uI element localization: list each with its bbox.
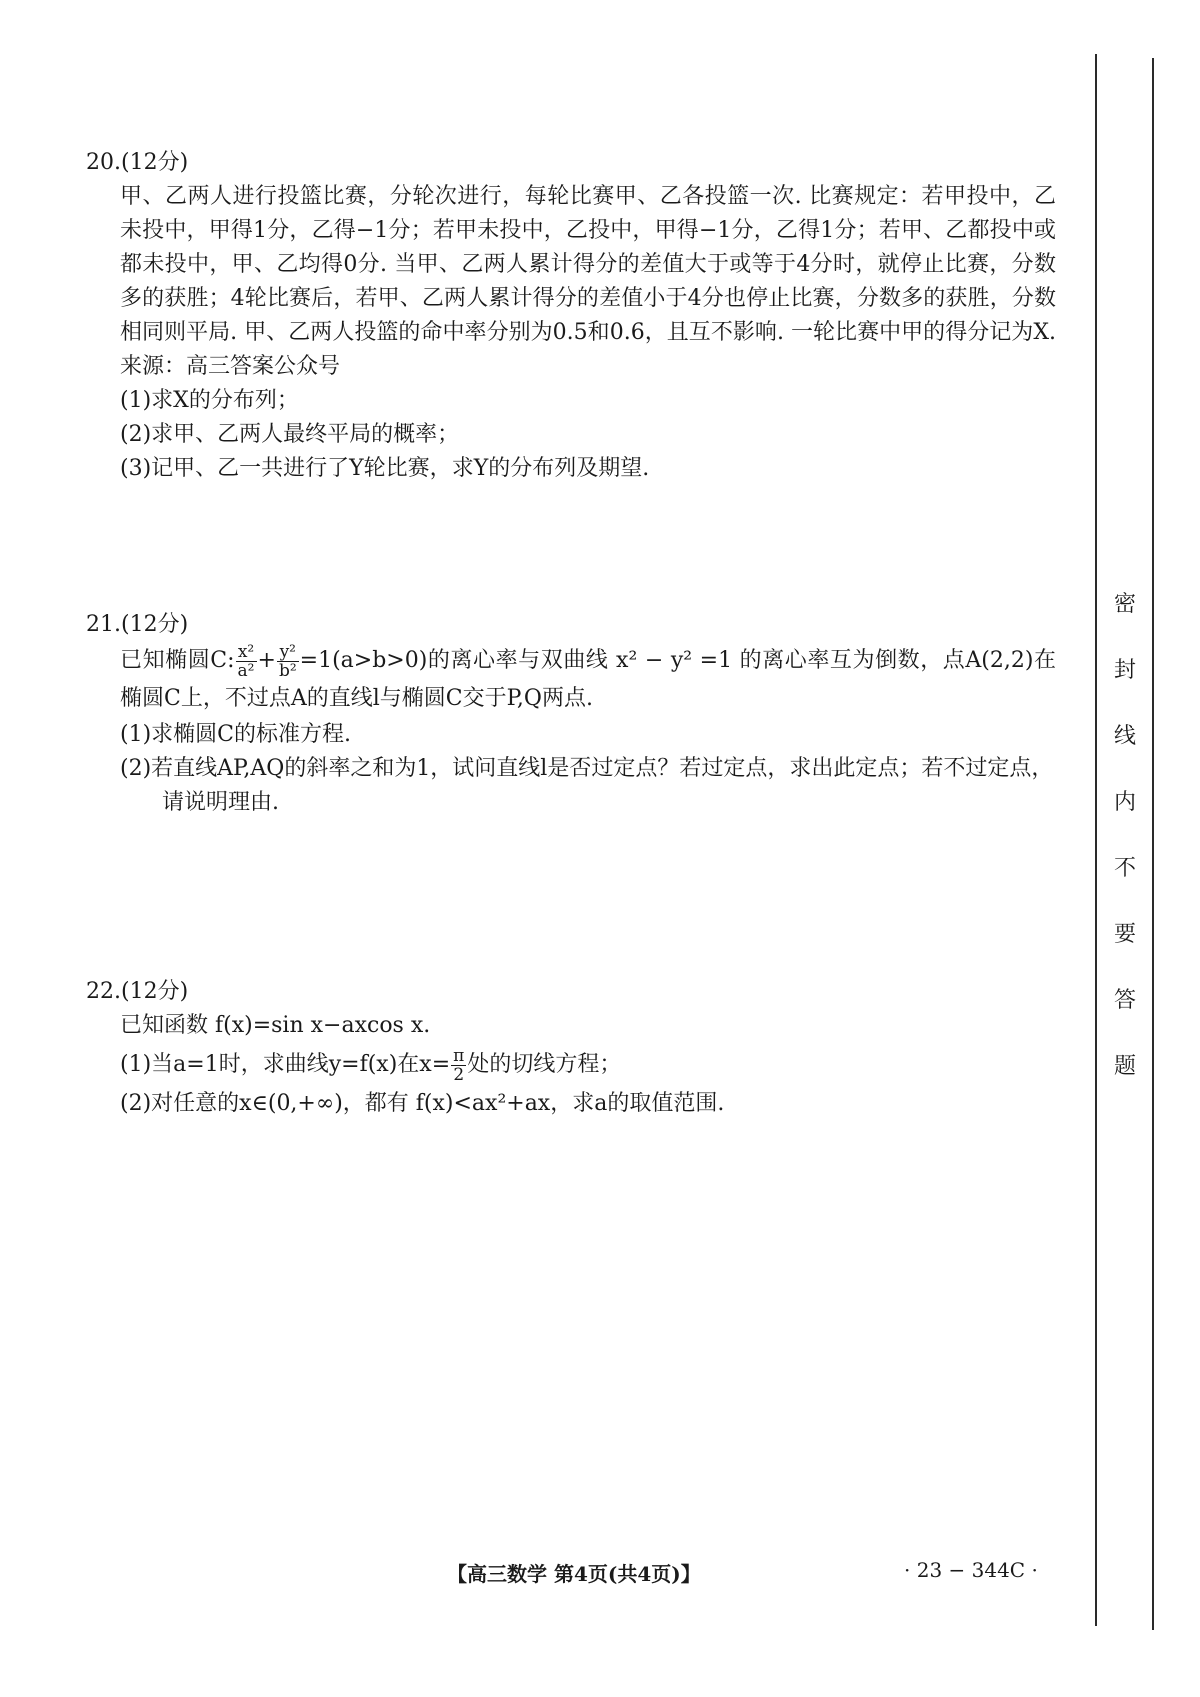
problem-20-part-2: (2)求甲、乙两人最终平局的概率； (120, 422, 460, 447)
seal-char: 题 (1113, 1054, 1136, 1079)
stem-text-after: =1(a>b>0)的离心率与双曲线 x² − y² =1 的离心率互为倒数，点A(2,2)在椭圆C上，不过点A的直线l与椭圆C交于P,Q两点. (120, 648, 1056, 711)
fraction-y2-b2 (277, 643, 299, 680)
stem-text-before: 已知椭圆C: (120, 648, 235, 673)
problem-20-part-3: (3)记甲、乙一共进行了Y轮比赛，求Y的分布列及期望. (120, 456, 650, 481)
fraction-x2-a2 (236, 643, 257, 680)
page-footer: 【高三数学 第4页(共4页)】 (447, 1562, 701, 1586)
fraction-numerator: π (453, 1045, 465, 1066)
seal-line-right (1152, 58, 1154, 1630)
problem-20-part-1: (1)求X的分布列； (120, 388, 299, 413)
part-1-text-before: (1)当a=1时，求曲线y=f(x)在x= (120, 1052, 451, 1077)
paper-code: · 23 − 344C · (904, 1558, 1038, 1582)
fraction-denominator: a² (237, 660, 255, 681)
problem-22-number: 22.(12分) (86, 979, 189, 1004)
problem-20-number: 20.(12分) (86, 150, 189, 175)
plus-sign: + (257, 648, 276, 673)
problem-21-part-1: (1)求椭圆C的标准方程. (120, 722, 351, 747)
seal-char: 线 (1113, 724, 1136, 749)
problem-21-part-2: (2)若直线AP,AQ的斜率之和为1，试问直线l是否过定点？若过定点，求出此定点；若不过定点，请说明理由. (120, 756, 1054, 815)
fraction-pi-over-2 (451, 1047, 466, 1084)
seal-char: 不 (1113, 856, 1136, 881)
problem-21 (86, 608, 1056, 820)
seal-char: 要 (1113, 922, 1136, 947)
seal-char: 密 (1113, 592, 1136, 617)
problem-22-part-2: (2)对任意的x∈(0,+∞)，都有 f(x)<ax²+ax，求a的取值范围. (120, 1091, 725, 1116)
problem-22-part-1 (120, 1043, 1056, 1087)
seal-char: 内 (1113, 790, 1136, 815)
seal-char: 封 (1113, 658, 1136, 683)
fraction-denominator: b² (278, 660, 297, 681)
seal-text (1110, 590, 1140, 1118)
problem-20-stem: 甲、乙两人进行投篮比赛，分轮次进行，每轮比赛甲、乙各投篮一次. 比赛规定：若甲投中，乙未投中，甲得1分，乙得−1分；若甲未投中，乙投中，甲得−1分，乙得1分；若甲、乙都投中或都未投中，甲、乙均得0分. 当甲、乙两人累计得分的差值大于或等于4分时，就停止比赛，分数多的获胜；4轮比赛后，若甲、乙两人累计得分的差值小于4分也停止比赛，分数多的获胜，分数相同则平局. 甲、乙两人投篮的命中率分别为0.5和0.6，且互不影响. 一轮比赛中甲的得分记为X. 来源：高三答案公众号 (120, 184, 1056, 379)
problem-22 (86, 975, 1056, 1121)
part-1-text-after: 处的切线方程； (467, 1052, 622, 1077)
seal-line-left (1095, 54, 1097, 1626)
fraction-numerator: x² (236, 643, 257, 662)
seal-char: 答 (1113, 988, 1136, 1013)
fraction-denominator: 2 (453, 1064, 465, 1085)
problem-20 (86, 146, 1056, 486)
problem-22-stem: 已知函数 f(x)=sin x−axcos x. (120, 1013, 431, 1038)
problem-21-stem (120, 642, 1056, 718)
fraction-numerator: y² (277, 643, 299, 662)
problem-21-number: 21.(12分) (86, 612, 189, 637)
